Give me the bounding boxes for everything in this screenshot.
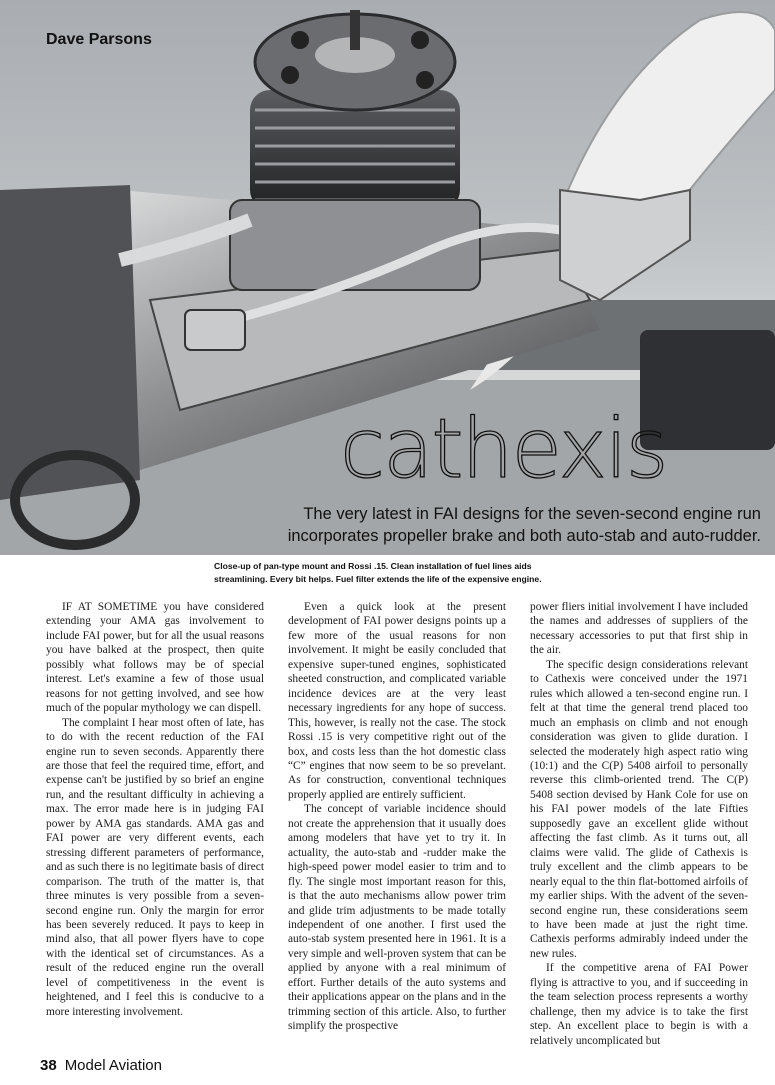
page-number: 38 (40, 1057, 57, 1074)
subtitle-line-2: incorporates propeller brake and both auto-stab and auto-rudder. (287, 527, 761, 545)
article-logo-cathexis: cathexis (340, 402, 667, 497)
lead-in: IF AT SOMETIME (62, 601, 158, 613)
caption-line-1: Close-up of pan-type mount and Rossi .15. Clean installation of fuel lines aids (214, 561, 532, 571)
paragraph-body: you have considered extending your AMA gas involvement to include FAI power, but for all the usual reasons you have balked at the prospect, then quite possibly what follows may be of special interest. Let's examine a few of those usual reasons for not getting involved, and see how much of the popular mythology we can dispell. (46, 601, 264, 715)
article-column-1 (46, 600, 264, 1019)
article-column-2 (288, 600, 506, 1034)
article-column-3 (530, 600, 748, 1048)
paragraph: If the competitive arena of FAI Power flying is attractive to you, and if succeeding in the team selection process represents a worthy challenge, then my advice is to take the first step. An excellent place to begin is with a relatively uncomplicated but (530, 962, 748, 1047)
paragraph: Even a quick look at the present development of FAI power designs points up a few more of the usual reasons for non involvement. It might be easily concluded that expensive super-tuned engines, sophisticated sheeted construction, and complicated variable incidence devices are at the very least necessary ingredients for any hope of success. This, however, is really not the case. The stock Rossi .15 is very competitive right out of the box, and costs less than the hot domestic class “C” engines that now seem to be so prevelant. As for construction, conventional techniques properly applied are entirely sufficient. (288, 601, 506, 801)
paragraph: The complaint I hear most often of late, has to do with the recent reduction of the FAI engine run to seven seconds. Apparently there are those that feel the required time, effort, and expense can't be justified by so brief an engine run, and the resultant difficulty in achieving a max. The error made here is in judging FAI power by AMA gas standards. AMA gas and FAI power are very different events, each stressing different parameters of performance, and as such there is no legitimate basis of direct comparison. The truth of the matter is, that three minutes is very possible from a seven-second engine run. Only the margin for error has been severely reduced. It pays to keep in mind also, that all power flyers have to cope with the identical set of circumstances. As a result of the reduced engine run the overall level of competitiveness in the event is heightened, and I feel this is conducive to a more interesting involvement. (46, 716, 264, 1018)
article-subtitle (201, 503, 761, 547)
page-footer (40, 1057, 162, 1074)
paragraph: power fliers initial involvement I have included the names and addresses of suppliers of the necessary accessories to put that first ship in the air. (530, 601, 748, 657)
paragraph: The specific design considerations relevant to Cathexis were conceived under the 1971 rules which allowed a ten-second engine run. I felt at that time the general trend placed too much an emphasis on climb and not enough consideration was given to glide duration. I selected the moderately high aspect ratio wing (10:1) and the C(P) 5408 airfoil to personally reverse this climb-oriented trend. The C(P) 5408 section devised by Hank Cole for use on his FAI power models of the late Fifties supposedly gave an excellent glide without affecting the fast climb. As it turns out, all claims were valid. The glide of Cathexis is truly excellent and the climb appears to be nearly equal to the thin flat-bottomed airfoils of my earlier ships. With the advent of the seven-second engine run, these considerations seem to have been made at just the right time. Cathexis performs admirably indeed under the new rules. (530, 658, 748, 960)
author-byline: Dave Parsons (46, 31, 152, 48)
photo-caption (214, 560, 594, 586)
publication-name: Model Aviation (64, 1057, 162, 1074)
subtitle-line-1: The very latest in FAI designs for the seven-second engine run (303, 505, 761, 523)
paragraph (46, 600, 264, 716)
caption-line-2: streamlining. Every bit helps. Fuel filter extends the life of the expensive engine. (214, 574, 542, 584)
paragraph: The concept of variable incidence should not create the apprehension that it usually does among modelers that have yet to try it. In actuality, the auto-stab and -rudder make the high-speed power model easier to trim and to fly. The single most important reason for this, is that the auto mechanisms allow power trim and glide trim adjustments to be made totally independent of one another. I first used the auto-stab system presented here in 1961. It is a very simple and well-proven system that can be applied by anyone with a real minimum of effort. Further details of the auto systems and their applications appear on the plans and in the trimming section of this article. Also, to further simplify the prospective (288, 803, 506, 1033)
